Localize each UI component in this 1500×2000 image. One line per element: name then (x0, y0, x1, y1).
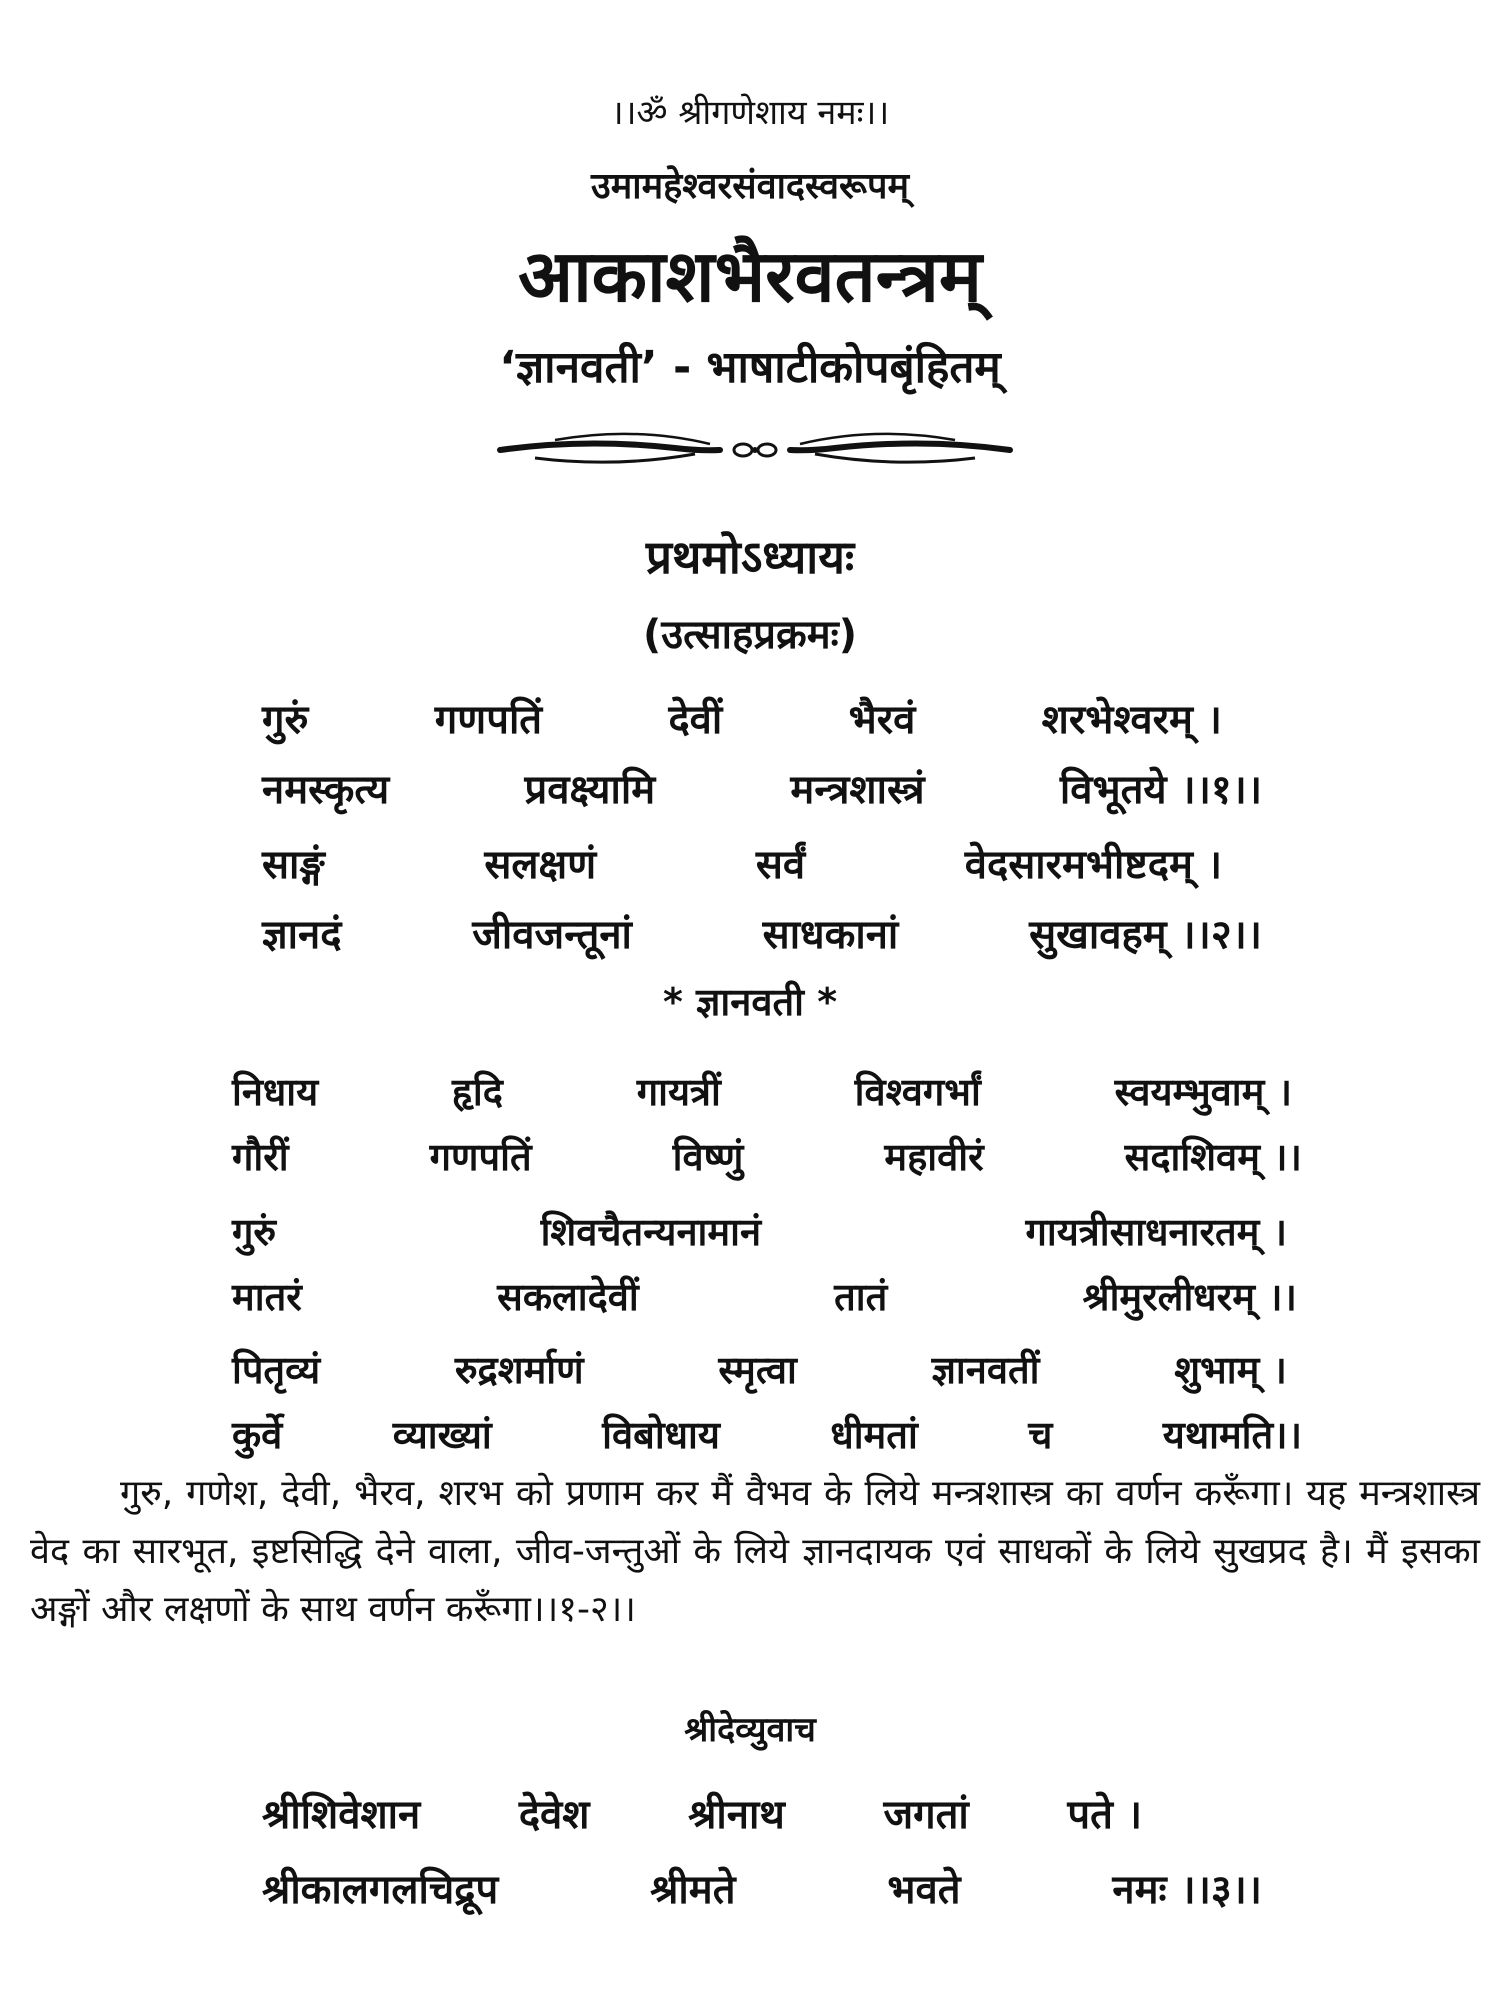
commentary-verse-line (232, 1130, 1302, 1182)
verse-word: नमस्कृत्य (262, 767, 390, 813)
verse-word: धीमतां (830, 1413, 918, 1457)
verse-line (262, 1860, 1262, 1915)
verse-line (262, 905, 1262, 960)
book-title: आकाशभैरवतन्त्रम् (518, 234, 982, 318)
verse-word: गायत्रीसाधनारतम् । (1025, 1210, 1287, 1254)
verse-word: यथामति।। (1162, 1413, 1302, 1457)
verse-word: गुरुं (262, 697, 309, 743)
verse-word: सर्वं (755, 842, 806, 888)
verse-word: सदाशिवम् ।। (1124, 1135, 1302, 1179)
verse-word: जगतां (883, 1792, 969, 1838)
verse-word: निधाय (232, 1070, 319, 1114)
commentary-heading: * ज्ञानवती * (662, 980, 838, 1024)
verse-word: वेदसारमभीष्टदम् । (964, 842, 1222, 888)
verse-word: मातरं (232, 1275, 302, 1319)
verse-line (262, 1785, 1142, 1840)
chapter-title: प्रथमोऽध्यायः (645, 530, 855, 584)
verse-word: कुर्वे (232, 1413, 283, 1457)
invocation: ।।ॐ श्रीगणेशाय नमः।। (610, 93, 890, 133)
chapter-subtitle: (उत्साहप्रक्रमः) (642, 612, 858, 658)
verse-word: विभूतये ।।१।। (1059, 767, 1262, 813)
verse-word: श्रीकालगलचिद्रूप (262, 1867, 499, 1913)
verse-word: व्याख्यां (392, 1413, 492, 1457)
verse-word: श्रीनाथ (688, 1792, 785, 1838)
verse-line (262, 835, 1222, 890)
verse-word: विष्णुं (672, 1135, 744, 1179)
verse-word: ज्ञानवतीं (931, 1348, 1040, 1392)
verse-word: नमः ।।३।। (1112, 1867, 1262, 1913)
verse-word: तातं (834, 1275, 888, 1319)
verse-word: ज्ञानदं (262, 912, 342, 958)
verse-word: विश्वगर्भां (854, 1070, 981, 1114)
verse-word: महावीरं (884, 1135, 984, 1179)
verse-word: गणपतिं (434, 697, 543, 743)
commentary-verse-line (232, 1408, 1302, 1460)
commentary-verse-line (232, 1343, 1287, 1395)
verse-word: रुद्रशर्माणं (454, 1348, 584, 1392)
verse-word: मन्त्रशास्त्रं (790, 767, 925, 813)
verse-word: गणपतिं (429, 1135, 532, 1179)
verse-word: गुरुं (232, 1210, 277, 1254)
translation-text: गुरु, गणेश, देवी, भैरव, शरभ को प्रणाम कर मैं वैभव के लिये मन्त्रशास्त्र का वर्णन करूँगा। यह मन्त्रशास्त्र वेद का सारभूत, इष्टसिद्धि देने वाला, जीव-जन्तुओं के लिये ज्ञानदायक एवं साधकों के लिये सुखप्रद है। मैं इसका अङ्गों और लक्षणों के साथ वर्णन करूँगा।।१-२।। (30, 1473, 1480, 1630)
verse-word: जीवजन्तूनां (472, 912, 632, 958)
verse-word: विबोधाय (602, 1413, 720, 1457)
verse-word: श्रीशिवेशान (262, 1792, 421, 1838)
decorative-divider-icon (495, 420, 1015, 480)
verse-word: गायत्रीं (636, 1070, 721, 1114)
verse-word: शुभाम् । (1174, 1348, 1287, 1392)
verse-word: श्रीमते (650, 1867, 736, 1913)
verse-word: सुखावहम् ।।२।। (1029, 912, 1262, 958)
verse-word: भवते (887, 1867, 961, 1913)
verse-line (262, 690, 1222, 745)
verse-word: साधकानां (762, 912, 899, 958)
verse-word: पते । (1067, 1792, 1142, 1838)
commentary-subtitle: ‘ज्ञानवती’ - भाषाटीकोपबृंहितम् (499, 342, 1001, 393)
verse-word: गौरीं (232, 1135, 289, 1179)
verse-word: देवेश (518, 1792, 590, 1838)
verse-word: साङ्गं (262, 842, 325, 888)
dialogue-subtitle: उमामहेश्वरसंवादस्वरूपम् (590, 166, 910, 207)
commentary-verse-line (232, 1065, 1292, 1117)
verse-word: पितृव्यं (232, 1348, 321, 1392)
verse-word: शरभेश्वरम् । (1041, 697, 1222, 743)
verse-word: देवीं (668, 697, 723, 743)
verse-word: च (1028, 1413, 1053, 1457)
verse-word: प्रवक्ष्यामि (524, 767, 656, 813)
verse-word: सलक्षणं (484, 842, 597, 888)
commentary-verse-line (232, 1205, 1287, 1257)
translation-paragraph (30, 1465, 1480, 1639)
verse-word: श्रीमुरलीधरम् ।। (1082, 1275, 1297, 1319)
verse-word: स्वयम्भुवाम् । (1114, 1070, 1292, 1114)
verse-word: भैरवं (848, 697, 916, 743)
verse-word: शिवचैतन्यनामानं (540, 1210, 762, 1254)
commentary-verse-line (232, 1270, 1297, 1322)
verse-line (262, 760, 1262, 815)
verse-word: हृदि (451, 1070, 503, 1114)
verse-word: स्मृत्वा (718, 1348, 797, 1392)
verse-word: सकलादेवीं (497, 1275, 639, 1319)
speaker-heading: श्रीदेव्युवाच (684, 1710, 816, 1750)
